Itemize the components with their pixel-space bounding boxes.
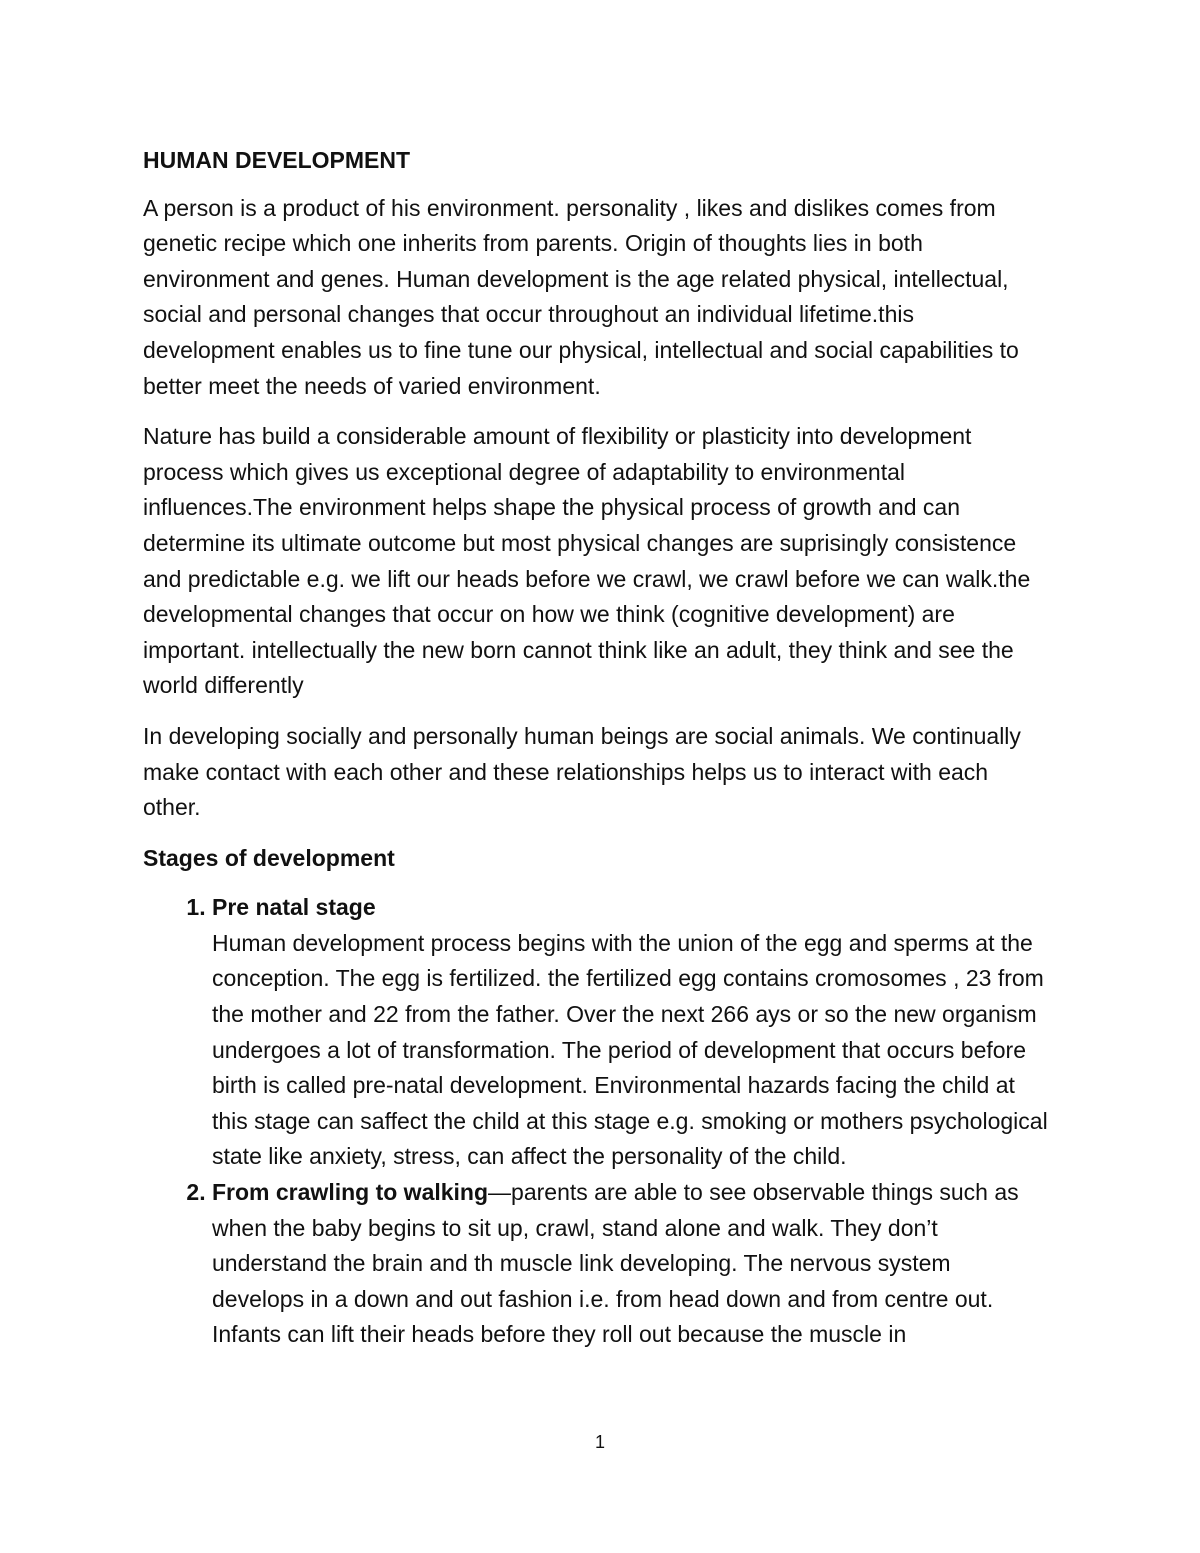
stage-title: Pre natal stage (212, 894, 376, 921)
document-title: HUMAN DEVELOPMENT (143, 147, 411, 173)
stages-heading: Stages of development (143, 844, 395, 871)
stages-list (143, 890, 1048, 1353)
stage-item-crawling (212, 1175, 1048, 1353)
nature-paragraph: Nature has build a considerable amount of flexibility or plasticity into development process which gives us exceptional degree of adaptability to environmental influences.The environment helps shape the physical process of growth and can determine its ultimate outcome but most physical changes are suprisingly consistence and predictable e.g. we lift our heads before we crawl, we crawl before we can walk.the developmental changes that occur on how we think (cognitive development) are important. intellectually the new born cannot think like an adult, they think and see the world differently (143, 423, 1031, 699)
stage-text: —parents are able to see observable things such as when the baby begins to sit up, crawl, stand alone and walk. They don’t understand the brain and th muscle link developing. The nervous system develops in a down and out fashion i.e. from head down and from centre out. Infants can lift their heads before they roll out because the muscle in (212, 1179, 1019, 1348)
stage-item-prenatal (212, 890, 1048, 1175)
document-body (143, 143, 1048, 1353)
intro-paragraph: A person is a product of his environment. personality , likes and dislikes comes from genetic recipe which one inherits from parents. Origin of thoughts lies in both environment and genes. Human development is the age related physical, intellectual, social and personal changes that occur throughout an individual lifetime.this development enables us to fine tune our physical, intellectual and social capabilities to better meet the needs of varied environment. (143, 194, 1019, 399)
stage-text: Human development process begins with the union of the egg and sperms at the conception. The egg is fertilized. the fertilized egg contains cromosomes , 23 from the mother and 22 from the father. Over the next 266 ays or so the new organism undergoes a lot of transformation. The period of development that occurs before birth is called pre-natal development. Environmental hazards facing the child at this stage can saffect the child at this stage e.g. smoking or mothers psychological state like anxiety, stress, can affect the personality of the child. (212, 929, 1048, 1170)
stage-title: From crawling to walking (212, 1179, 489, 1206)
social-paragraph: In developing socially and personally human beings are social animals. We continually make contact with each other and these relationships helps us to interact with each other. (143, 722, 1021, 821)
page-number: 1 (594, 1432, 605, 1452)
